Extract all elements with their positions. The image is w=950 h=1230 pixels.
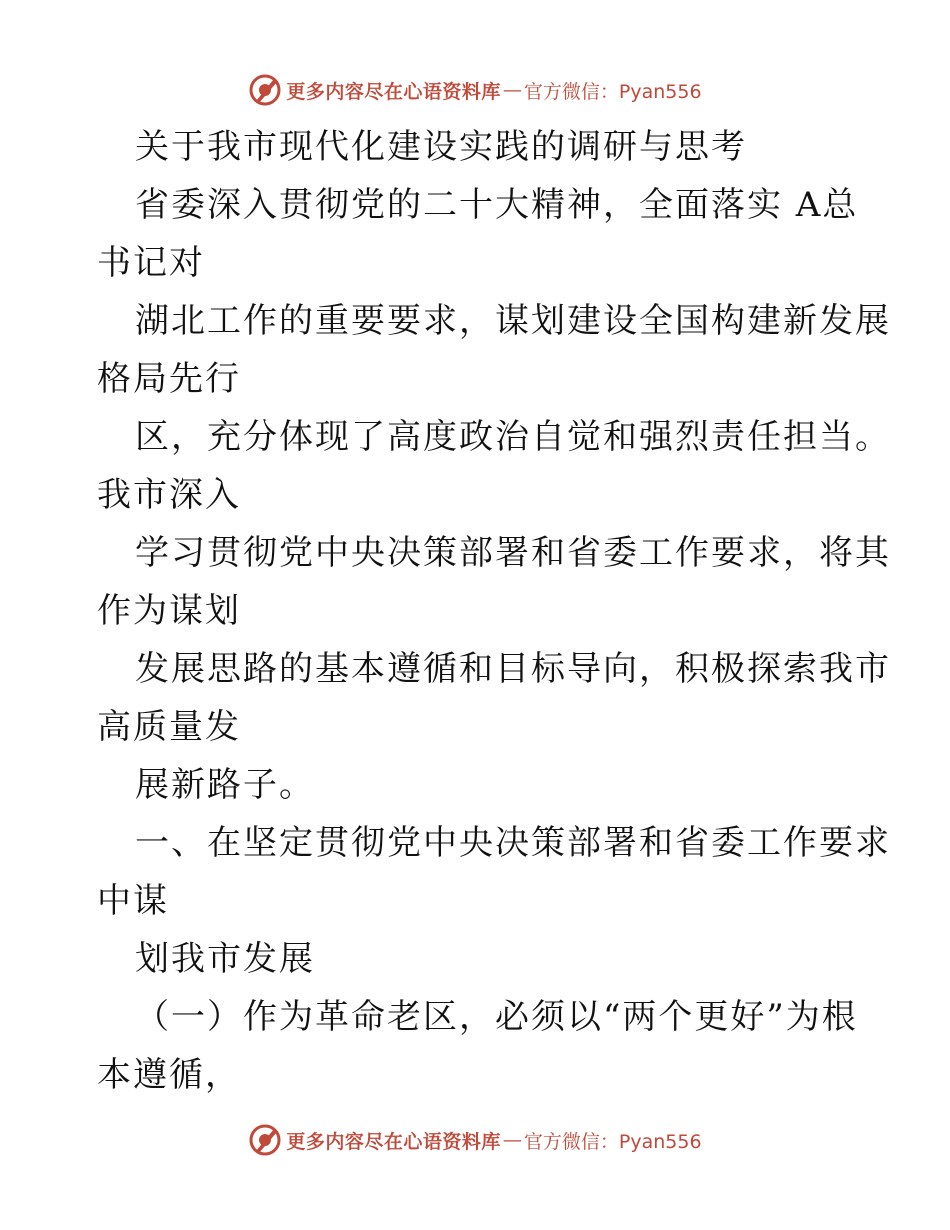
watermark-footer [0, 1120, 950, 1160]
doc-line: 学习贯彻党中央决策部署和省委工作要求，将其 [135, 533, 891, 573]
watermark-header [0, 70, 950, 110]
doc-line: 区，充分体现了高度政治自觉和强烈责任担当。 [135, 417, 891, 457]
subsection-heading: （一）作为革命老区，必须以“两个更好”为根 [135, 997, 858, 1037]
quill-logo-icon [248, 1123, 282, 1157]
doc-line: 本遵循， [97, 1055, 241, 1095]
doc-title: 关于我市现代化建设实践的调研与思考 [135, 127, 747, 167]
doc-line: 格局先行 [97, 359, 241, 399]
doc-line: 展新路子。 [135, 765, 315, 805]
doc-line: 划我市发展 [135, 939, 315, 979]
watermark-text: 更多内容尽在心语资料库 [286, 80, 501, 103]
watermark-text: 更多内容尽在心语资料库 [286, 1130, 501, 1153]
doc-line: 书记对 [97, 243, 205, 283]
watermark-dash: — [502, 79, 522, 101]
doc-line: 发展思路的基本遵循和目标导向，积极探索我市 [135, 649, 891, 689]
watermark-dash: — [502, 1129, 522, 1151]
doc-line: 作为谋划 [97, 591, 241, 631]
section-heading: 一、在坚定贯彻党中央决策部署和省委工作要求 [135, 823, 891, 863]
watermark-contact: 官方微信：Pyan556 [523, 1130, 702, 1153]
document-body [97, 118, 891, 1104]
doc-line: 省委深入贯彻党的二十大精神，全面落实 A总 [135, 185, 859, 225]
doc-line: 我市深入 [97, 475, 241, 515]
doc-line: 高质量发 [97, 707, 241, 747]
watermark-contact: 官方微信：Pyan556 [523, 80, 702, 103]
quill-logo-icon [248, 73, 282, 107]
doc-line: 湖北工作的重要要求，谋划建设全国构建新发展 [135, 301, 891, 341]
doc-line: 中谋 [97, 881, 169, 921]
